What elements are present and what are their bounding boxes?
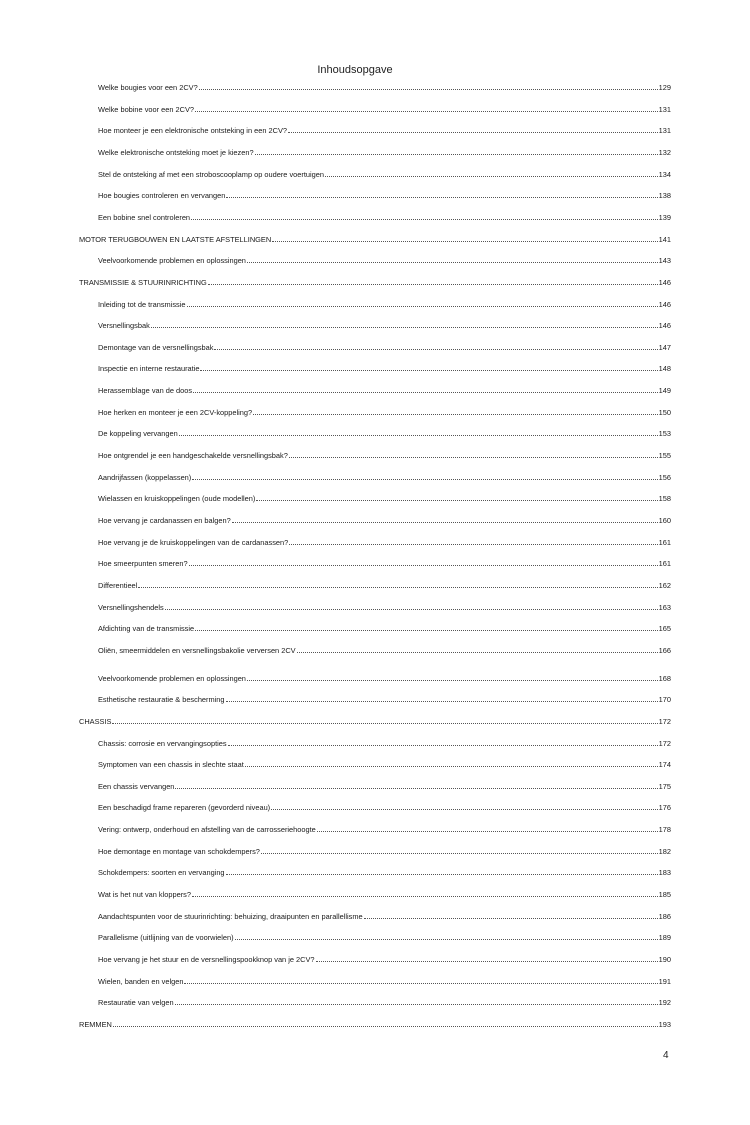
toc-entry-page: 165 — [658, 624, 671, 634]
toc-entry-page: 183 — [658, 868, 671, 878]
toc-entry-title: Veelvoorkomende problemen en oplossingen — [98, 673, 246, 683]
toc-entry-title: Demontage van de versnellingsbak — [98, 342, 214, 352]
toc-entry-page: 129 — [658, 83, 671, 92]
toc-entry-title: Wat is het nut van kloppers? — [98, 890, 191, 899]
toc-entry-page: 161 — [658, 559, 671, 569]
toc-entry-title: Welke bougies voor een 2CV? — [98, 83, 198, 92]
toc-entry-title: Oliën, smeermiddelen en versnellingsbakolie verversen 2CV — [98, 645, 296, 655]
toc-entry-title: Stel de ontsteking af met een stroboscooplamp op oudere voertuigen — [98, 169, 324, 179]
toc-entry[interactable] — [98, 865, 671, 877]
dot-leader — [247, 680, 658, 681]
toc-entry-page: 155 — [658, 451, 671, 460]
toc-entry-page: 174 — [658, 760, 671, 770]
toc-entry[interactable] — [79, 714, 671, 726]
dot-leader — [165, 609, 658, 610]
dot-leader — [199, 89, 658, 90]
toc-entry-page: 134 — [658, 169, 671, 179]
toc-entry[interactable] — [98, 145, 671, 157]
toc-entry-title: Aandrijfassen (koppelassen) — [98, 472, 192, 482]
toc-entry-page: 146 — [658, 299, 671, 309]
dot-leader — [175, 1004, 658, 1005]
dot-leader — [192, 479, 657, 480]
toc-entry-title: Welke elektronische ontsteking moet je kiezen? — [98, 147, 254, 157]
dot-leader — [193, 392, 658, 393]
toc-entry-page: 175 — [658, 781, 671, 791]
toc-entry-page: 172 — [658, 738, 671, 748]
toc-entry[interactable] — [98, 383, 671, 395]
page-number: 4 — [663, 1050, 669, 1061]
toc-entry-page: 150 — [658, 407, 671, 417]
toc-entry-title: CHASSIS — [79, 716, 112, 726]
toc-entry[interactable] — [98, 210, 671, 222]
dot-leader — [261, 853, 658, 854]
toc-entry-page: 138 — [658, 191, 671, 201]
toc-entry-page: 131 — [658, 104, 671, 114]
toc-entry-page: 156 — [658, 472, 671, 482]
toc-entry[interactable] — [98, 757, 671, 769]
dot-leader — [228, 745, 658, 746]
toc-entry-page: 148 — [658, 364, 671, 374]
toc-entry[interactable] — [98, 426, 671, 438]
dot-leader — [232, 522, 658, 523]
toc-entry-title: Inspectie en interne restauratie — [98, 364, 200, 374]
toc-entry[interactable] — [98, 578, 671, 590]
toc-entry-page: 132 — [658, 147, 671, 157]
toc-entry-page: 168 — [658, 673, 671, 683]
toc-entry[interactable] — [98, 779, 671, 791]
dot-leader — [272, 241, 657, 242]
toc-entry[interactable] — [98, 297, 671, 309]
toc-entry-page: 147 — [658, 342, 671, 352]
toc-entry-title: Versnellingshendels — [98, 602, 164, 612]
toc-entry[interactable] — [79, 1017, 671, 1029]
toc-entry-page: 190 — [658, 955, 671, 964]
toc-entry-title: Hoe bougies controleren en vervangen — [98, 191, 226, 201]
dot-leader — [289, 457, 658, 458]
toc-entry-page: 170 — [658, 695, 671, 705]
toc-entry-title: Hoe vervang je cardanassen en balgen? — [98, 516, 231, 525]
toc-entry[interactable] — [98, 535, 671, 547]
toc-entry-page: 163 — [658, 602, 671, 612]
toc-entry-title: Hoe ontgrendel je een handgeschakelde versnellingsbak? — [98, 451, 288, 460]
dot-leader — [289, 544, 657, 545]
toc-entry-page: 189 — [658, 933, 671, 943]
dot-leader — [175, 788, 657, 789]
toc-entry-title: Symptomen van een chassis in slechte staat — [98, 760, 244, 770]
toc-entry-title: TRANSMISSIE & STUURINRICHTING — [79, 277, 207, 287]
toc-entry-title: Hoe demontage en montage van schokdempers? — [98, 846, 260, 856]
toc-entry-title: Differentieel — [98, 581, 138, 590]
dot-leader — [226, 874, 658, 875]
toc-entry[interactable] — [98, 102, 671, 114]
toc-entry-title: De koppeling vervangen — [98, 429, 178, 439]
toc-entry-title: Herassemblage van de doos — [98, 386, 193, 396]
toc-entry[interactable] — [98, 600, 671, 612]
toc-entry[interactable] — [98, 736, 671, 748]
toc-entry-page: 178 — [658, 825, 671, 835]
toc-entry-title: Inleiding tot de transmissie — [98, 299, 186, 309]
toc-title: Inhoudsopgave — [317, 64, 393, 76]
toc-entry-page: 131 — [658, 126, 671, 136]
toc-entry[interactable] — [98, 253, 671, 265]
toc-entry[interactable] — [98, 909, 671, 921]
toc-entry-page: 162 — [658, 581, 671, 590]
dot-leader — [208, 284, 658, 285]
dot-leader — [191, 219, 658, 220]
toc-entry-title: Aandachtspunten voor de stuurinrichting: behuizing, draaipunten en parallellisme — [98, 911, 363, 921]
dot-leader — [192, 896, 658, 897]
toc-entry-title: Wielen, banden en velgen — [98, 976, 184, 986]
toc-entry[interactable] — [98, 361, 671, 373]
dot-leader — [226, 701, 658, 702]
toc-entry-title: Hoe herken en monteer je een 2CV-koppeling? — [98, 407, 253, 417]
toc-entry-title: Afdichting van de transmissie — [98, 624, 195, 634]
toc-entry-page: 160 — [658, 516, 671, 525]
toc-entry-page: 158 — [658, 494, 671, 504]
toc-entry[interactable] — [98, 995, 671, 1007]
toc-entry-page: 146 — [658, 277, 671, 287]
toc-entry-page: 146 — [658, 321, 671, 331]
dot-leader — [247, 262, 658, 263]
toc-entry[interactable] — [98, 470, 671, 482]
toc-entry-page: 176 — [658, 803, 671, 813]
dot-leader — [226, 197, 657, 198]
toc-entry-title: Versnellingsbak — [98, 321, 150, 331]
toc-entry-page: 182 — [658, 846, 671, 856]
toc-entry[interactable] — [98, 887, 671, 899]
dot-leader — [214, 349, 657, 350]
toc-entry-page: 192 — [658, 998, 671, 1008]
dot-leader — [235, 939, 658, 940]
dot-leader — [297, 652, 658, 653]
toc-entry-title: Een beschadigd frame repareren (gevorderd niveau) — [98, 803, 271, 813]
toc-entry[interactable] — [98, 952, 671, 964]
toc-entry-page: 193 — [658, 1019, 671, 1029]
toc-entry[interactable] — [79, 275, 671, 287]
toc-entry-page: 166 — [658, 645, 671, 655]
toc-entry-page: 161 — [658, 537, 671, 547]
toc-entry-title: Hoe monteer je een elektronische ontsteking in een 2CV? — [98, 126, 287, 136]
toc-entry[interactable] — [98, 167, 671, 179]
toc-entry-page: 172 — [658, 716, 671, 726]
dot-leader — [113, 1026, 658, 1027]
toc-entry[interactable] — [98, 405, 671, 417]
toc-entry-page: 143 — [658, 256, 671, 266]
toc-entry-page: 185 — [658, 890, 671, 899]
dot-leader — [151, 327, 658, 328]
toc-entry[interactable] — [98, 692, 671, 704]
toc-entry[interactable] — [98, 800, 671, 812]
toc-entry[interactable] — [98, 822, 671, 834]
toc-entry[interactable] — [98, 643, 671, 655]
dot-leader — [195, 111, 658, 112]
dot-leader — [195, 630, 658, 631]
toc-entry-title: Wielassen en kruiskoppelingen (oude modellen) — [98, 494, 256, 504]
toc-entry[interactable] — [98, 188, 671, 200]
toc-entry-title: Chassis: corrosie en vervangingsopties — [98, 738, 227, 748]
toc-entry[interactable] — [98, 556, 671, 568]
toc-entry-page: 153 — [658, 429, 671, 439]
toc-entry-title: Hoe vervang je het stuur en de versnellingspookknop van je 2CV? — [98, 955, 315, 964]
toc-entry[interactable] — [79, 232, 671, 244]
dot-leader — [255, 154, 658, 155]
toc-entry-title: Een bobine snel controleren — [98, 212, 191, 222]
toc-entry[interactable] — [98, 491, 671, 503]
dot-leader — [316, 961, 658, 962]
dot-leader — [325, 176, 658, 177]
toc-entry[interactable] — [98, 123, 671, 135]
toc-entry-page: 191 — [658, 976, 671, 986]
toc-entry-title: Vering: ontwerp, onderhoud en afstelling van de carrosseriehoogte — [98, 825, 316, 835]
toc-entry[interactable] — [98, 671, 671, 683]
dot-leader — [317, 831, 658, 832]
toc-entry[interactable] — [98, 621, 671, 633]
dot-leader — [288, 132, 658, 133]
toc-entry[interactable] — [98, 974, 671, 986]
dot-leader — [187, 306, 658, 307]
dot-leader — [112, 723, 657, 724]
toc-entry[interactable] — [98, 448, 671, 460]
dot-leader — [253, 414, 658, 415]
dot-leader — [256, 500, 657, 501]
toc-entry-page: 141 — [658, 234, 671, 244]
toc-entry-title: Parallelisme (uitlijning van de voorwielen) — [98, 933, 234, 943]
toc-entry-title: Esthetische restauratie & bescherming — [98, 695, 225, 705]
toc-entry-title: Veelvoorkomende problemen en oplossingen — [98, 256, 246, 266]
dot-leader — [189, 565, 658, 566]
dot-leader — [245, 766, 658, 767]
toc-entry-page: 139 — [658, 212, 671, 222]
toc-entry-page: 186 — [658, 911, 671, 921]
toc-entry-page: 149 — [658, 386, 671, 396]
toc-entry-title: Schokdempers: soorten en vervanging — [98, 868, 225, 878]
dot-leader — [184, 983, 657, 984]
toc-entry[interactable] — [98, 80, 671, 92]
toc-entry-title: Restauratie van velgen — [98, 998, 174, 1008]
dot-leader — [200, 370, 657, 371]
toc-entry[interactable] — [98, 844, 671, 856]
toc-entry-title: MOTOR TERUGBOUWEN EN LAATSTE AFSTELLINGEN — [79, 234, 272, 244]
toc-entry[interactable] — [98, 340, 671, 352]
toc-entry-title: REMMEN — [79, 1019, 112, 1029]
toc-entry[interactable] — [98, 318, 671, 330]
dot-leader — [138, 587, 657, 588]
toc-entry-title: Hoe smeerpunten smeren? — [98, 559, 188, 569]
toc-entry[interactable] — [98, 930, 671, 942]
toc-entry-title: Een chassis vervangen — [98, 781, 175, 791]
dot-leader — [364, 918, 658, 919]
dot-leader — [179, 435, 658, 436]
dot-leader — [271, 809, 658, 810]
toc-entry-title: Welke bobine voor een 2CV? — [98, 104, 195, 114]
toc-entry-title: Hoe vervang je de kruiskoppelingen van de cardanassen? — [98, 537, 289, 547]
toc-entry[interactable] — [98, 513, 671, 525]
